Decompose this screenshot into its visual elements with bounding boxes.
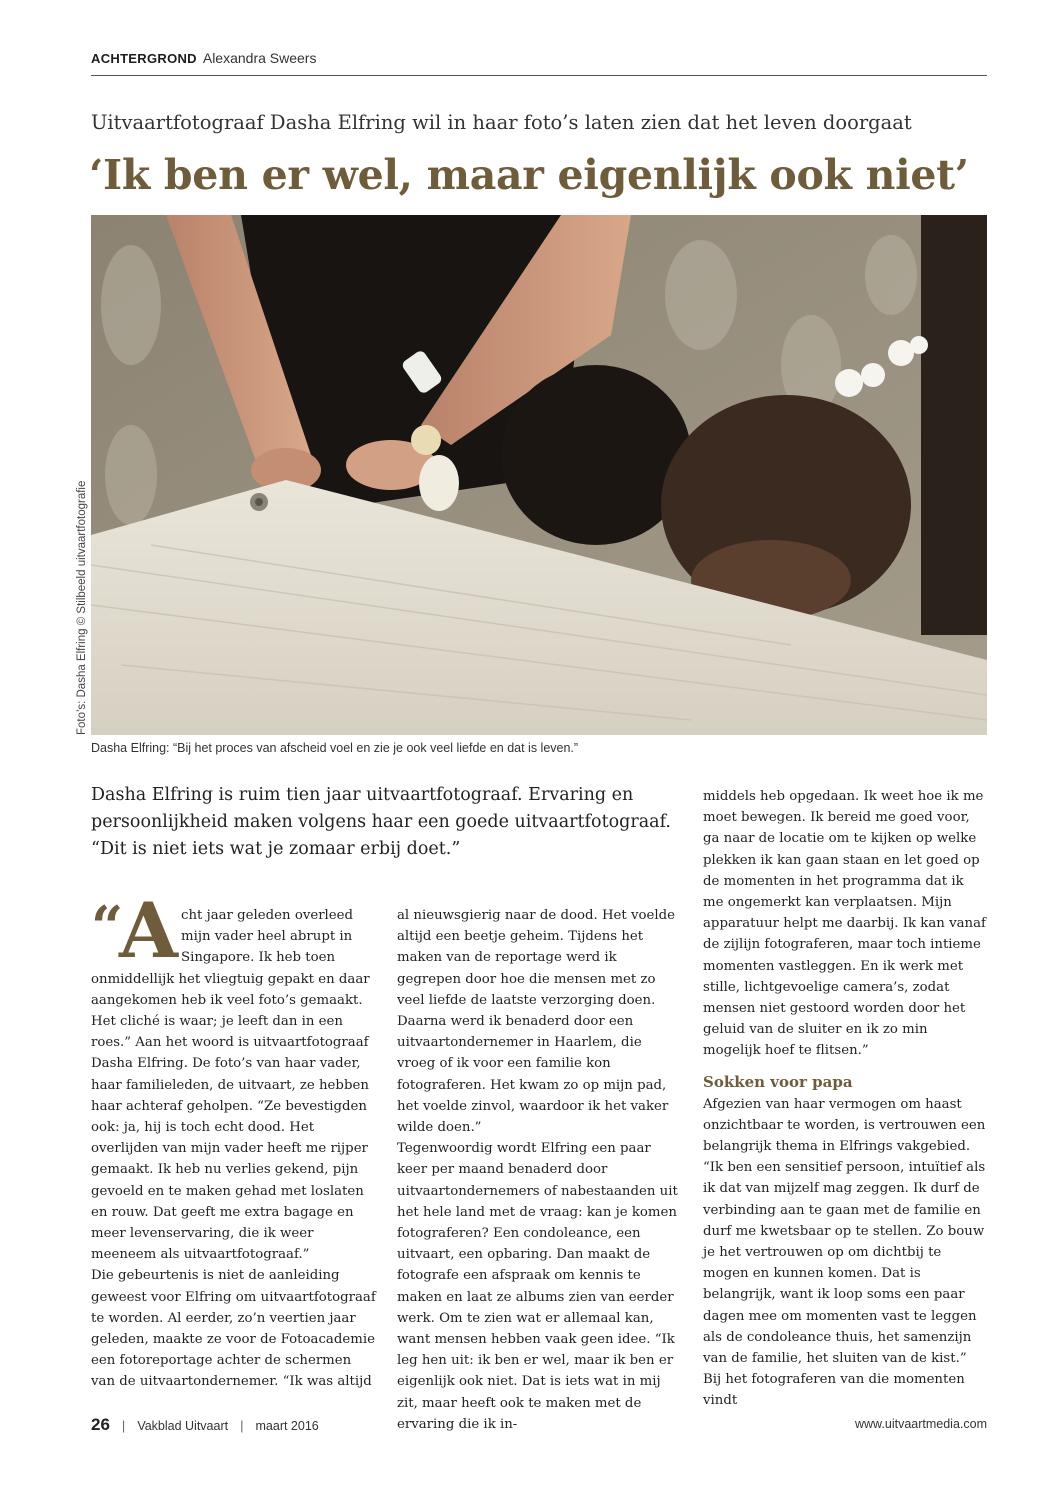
dropcap-quote: “: [91, 894, 124, 960]
photo-illustration: [91, 215, 987, 735]
subheading: Sokken voor papa: [703, 1072, 853, 1091]
paragraph: Die gebeurtenis is niet de aanleiding geweest voor Elfring om uitvaartfotograaf te worden. Al eerder, zo’n veertien jaar geleden, maakte ze voor de Fotoacademie een fotoreportage achter de schermen van de uitvaartondernemer. “Ik was altijd: [91, 1268, 376, 1390]
photo-caption: Dasha Elfring: “Bij het proces van afscheid voel en zie je ook veel liefde en dat is leven.”: [91, 741, 579, 755]
paragraph: Afgezien van haar vermogen om haast onzichtbaar te worden, is vertrouwen een belangrijk thema in Elfrings vakgebied. “Ik ben een sensitief persoon, intuïtief als ik dat van mijzelf mag zeggen. Ik durf de verbinding aan te gaan met de familie en durf me kwetsbaar op te stellen. Zo bouw je het vertrouwen op om dichtbij te mogen en kunnen komen. Dat is belangrijk, want ik loop soms een paar dagen mee om momenten vast te leggen als de condoleance thuis, het samenzijn van de familie, het sluiten van de kist.” Bij het fotograferen van die momenten vindt: [703, 1096, 986, 1409]
website-link[interactable]: www.uitvaartmedia.com: [855, 1417, 987, 1431]
text-column-2: [397, 905, 682, 1435]
text-column-1: [91, 886, 376, 1393]
issue-date: maart 2016: [255, 1419, 319, 1433]
section-label: ACHTERGROND: [91, 51, 197, 66]
magazine-name: Vakblad Uitvaart: [137, 1419, 229, 1433]
header-divider: [91, 75, 987, 76]
page-header: [91, 50, 987, 76]
article-intro: [91, 782, 681, 863]
page-footer: [91, 1415, 987, 1439]
dropcap-letter: A: [119, 886, 178, 975]
footer-separator: |: [121, 1418, 126, 1433]
intro-text: Dasha Elfring is ruim tien jaar uitvaartfotograaf. Ervaring en persoonlijkheid maken volgens haar een goede uitvaartfotograaf. “Dit is niet iets wat je zomaar erbij doet.”: [91, 785, 671, 859]
paragraph: cht jaar geleden overleed mijn vader heel abrupt in Singapore. Ik heb toen onmiddellijk het vliegtuig gepakt en daar aangekomen heb ik veel foto’s gemaakt. Het cliché is waar; je leeft dan in een roes.” Aan het woord is uitvaartfotograaf Dasha Elfring. De foto’s van haar vader, haar familieleden, de uitvaart, ze hebben haar achteraf geholpen. “Ze bevestigden ook: ja, hij is toch echt dood. Het overlijden van mijn vader heeft me rijper gemaakt. Ik heb nu verlies gekend, pijn gevoeld en te maken gehad met loslaten en rouw. Dat geeft me extra bagage en meer levenservaring, die ik weer meeneem als uitvaartfotograaf.”: [91, 908, 370, 1263]
article-photo: [91, 215, 987, 735]
paragraph: Tegenwoordig wordt Elfring een paar keer per maand benaderd door uitvaartondernemers of nabestaanden uit het hele land met de vraag: kan je komen fotograferen? Een condoleance, een uitvaart, een opbaring. Dan maakt de fotografe een afspraak om kennis te maken en laat ze albums zien van eerder werk. Om te zien wat er allemaal kan, want mensen hebben vaak geen idee. “Ik leg hen uit: ik ben er wel, maar ik ben er eigenlijk ook niet. Dat is iets wat in mij zit, maar heeft ook te maken met de ervaring die ik in-: [397, 1141, 678, 1432]
paragraph: middels heb opgedaan. Ik weet hoe ik me moet bewegen. Ik bereid me goed voor, ga naar de locatie om te kijken op welke plekken ik kan gaan staan en let goed op de momenten in het programma dat ik me ongemerkt kan verplaatsen. Mijn apparatuur helpt me daarbij. Ik kan vanaf de zijlijn fotograferen, maar toch intieme momenten vastleggen. En ik werk met stille, lichtgevoelige camera’s, zodat mensen niet gestoord worden door het geluid van de sluiter en ik zo min mogelijk hoef te flitsen.”: [703, 789, 986, 1059]
footer-separator: |: [240, 1418, 244, 1433]
photo-credit: Foto’s: Dasha Elfring © Stilbeeld uitvaartfotografie: [76, 480, 88, 735]
dropcap: [91, 886, 181, 975]
kicker: Uitvaartfotograaf Dasha Elfring wil in haar foto’s laten zien dat het leven doorgaat: [91, 111, 912, 134]
author-name: Alexandra Sweers: [202, 50, 317, 66]
paragraph: al nieuwsgierig naar de dood. Het voelde altijd een beetje geheim. Tijdens het maken van de reportage werd ik gegrepen door hoe die mensen met zo veel liefde de laatste verzorging doen. Daarna werd ik benaderd door een uitvaartondernemer in Haarlem, die vroeg of ik voor een familie kon fotograferen. Het kwam zo op mijn pad, het voelde zinvol, waardoor ik het vaker wilde doen.”: [397, 908, 675, 1136]
headline: ‘Ik ben er wel, maar eigenlijk ook niet’: [89, 151, 969, 199]
text-column-3: [703, 786, 988, 1412]
page-number: 26: [91, 1415, 110, 1434]
